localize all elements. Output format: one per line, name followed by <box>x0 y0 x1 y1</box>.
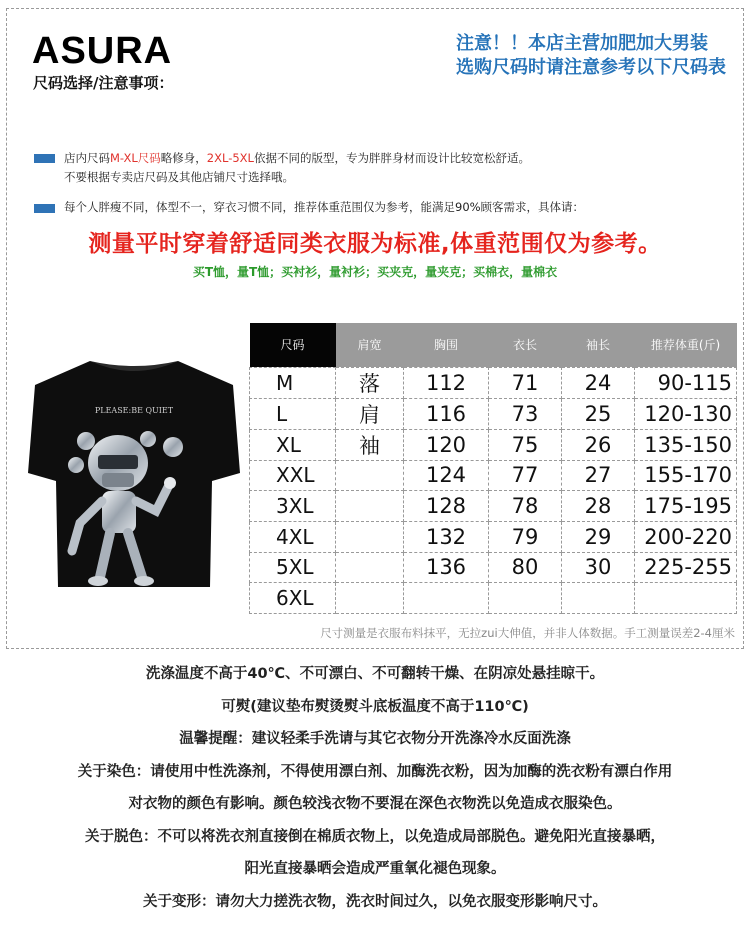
cell-size: 3XL <box>250 491 336 522</box>
cell-length: 77 <box>489 460 562 491</box>
size-table <box>249 323 737 614</box>
tip-1-part-b: M-XL尺码 <box>110 151 161 165</box>
table-row <box>250 367 737 398</box>
cell-sleeve: 28 <box>562 491 635 522</box>
tip-1 <box>64 150 530 167</box>
brand-logo: ASURA <box>32 30 173 72</box>
cell-chest <box>404 583 489 614</box>
header-sleeve: 袖长 <box>562 323 635 367</box>
header-size: 尺码 <box>250 323 336 367</box>
care-line: 温馨提醒：建议轻柔手洗请与其它衣物分开洗涤冷水反面洗涤 <box>179 731 571 747</box>
tip-1-part-c: 略修身， <box>160 151 207 165</box>
cell-shoulder <box>336 552 404 583</box>
cell-length <box>489 583 562 614</box>
cell-sleeve: 25 <box>562 398 635 429</box>
cell-size: M <box>250 367 336 398</box>
cell-length: 71 <box>489 367 562 398</box>
cell-sleeve: 24 <box>562 367 635 398</box>
cell-shoulder <box>336 583 404 614</box>
tip-1-line-2: 不要根据专卖店尺码及其他店铺尺寸选择哦。 <box>64 170 294 184</box>
cell-chest: 112 <box>404 367 489 398</box>
table-row <box>250 491 737 522</box>
cell-shoulder: 落 <box>336 367 404 398</box>
cell-sleeve: 30 <box>562 552 635 583</box>
cell-length: 75 <box>489 429 562 460</box>
care-line: 关于染色：请使用中性洗涤剂，不得使用漂白剂、加酶洗衣粉，因为加酶的洗衣粉有漂白作用 <box>77 763 673 780</box>
care-line: 洗涤温度不高于40℃、不可漂白、不可翻转干燥、在阴凉处悬挂晾干。 <box>145 666 605 682</box>
cell-size: L <box>250 398 336 429</box>
care-line: 关于变形：请勿大力搓洗衣物，洗衣时间过久，以免衣服变形影响尺寸。 <box>143 893 607 910</box>
page-subtitle: 尺码选择/注意事项： <box>33 74 174 92</box>
cell-shoulder <box>336 491 404 522</box>
table-row <box>250 429 737 460</box>
cell-sleeve: 29 <box>562 521 635 552</box>
cell-weight: 200-220 <box>635 521 737 552</box>
cell-sleeve: 27 <box>562 460 635 491</box>
table-row <box>250 460 737 491</box>
cell-weight: 90-115 <box>635 367 737 398</box>
care-line: 对衣物的颜色有影响。颜色较浅衣物不要混在深色衣物洗以免造成衣服染色。 <box>128 796 622 812</box>
care-line: 可熨(建议垫布熨烫熨斗底板温度不高于110℃) <box>221 698 529 715</box>
cell-chest: 136 <box>404 552 489 583</box>
table-header-row <box>250 323 737 367</box>
emphasis-note: 测量平时穿着舒适同类衣服为标准,体重范围仅为参考。 <box>88 231 662 257</box>
header-chest: 胸围 <box>404 323 489 367</box>
cell-weight: 135-150 <box>635 429 737 460</box>
cell-size: XXL <box>250 460 336 491</box>
tip-1-part-a: 店内尺码 <box>64 151 110 165</box>
table-row <box>250 521 737 552</box>
tip-1-part-e: 依据不同的版型，专为胖胖身材而设计比较宽松舒适。 <box>253 151 530 165</box>
tip-1-part-d: 2XL-5XL <box>206 151 254 165</box>
notice-block <box>456 32 726 80</box>
cell-chest: 124 <box>404 460 489 491</box>
care-line: 阳光直接暴晒会造成严重氧化褪色现象。 <box>244 861 506 877</box>
cell-length: 80 <box>489 552 562 583</box>
care-line: 关于脱色：不可以将洗衣剂直接倒在棉质衣物上，以免造成局部脱色。避免阳光直接暴晒， <box>85 828 665 845</box>
header-shoulder: 肩宽 <box>336 323 404 367</box>
cell-sleeve: 26 <box>562 429 635 460</box>
table-row <box>250 552 737 583</box>
cell-weight: 120-130 <box>635 398 737 429</box>
cell-size: 4XL <box>250 521 336 552</box>
cell-chest: 132 <box>404 521 489 552</box>
table-row <box>250 583 737 614</box>
tip-marker <box>34 204 55 213</box>
cell-length: 73 <box>489 398 562 429</box>
cell-weight: 155-170 <box>635 460 737 491</box>
cell-chest: 116 <box>404 398 489 429</box>
cell-size: XL <box>250 429 336 460</box>
header-weight: 推荐体重(斤) <box>635 323 737 367</box>
tip-2: 每个人胖瘦不同，体型不一，穿衣习惯不同，推荐体重范围仅为参考，能满足90%顾客需求，具体请： <box>64 200 585 214</box>
care-instructions <box>0 664 750 924</box>
measure-note: 尺寸测量是衣服布料抹平，无拉zui大伸值，并非人体数据。手工测量误差2-4厘米 <box>320 626 735 640</box>
shirt-print-text: PLEASE:BE QUIET <box>94 406 174 415</box>
notice-line-2: 选购尺码时请注意参考以下尺码表 <box>456 57 726 78</box>
cell-shoulder: 袖 <box>336 429 404 460</box>
cell-length: 78 <box>489 491 562 522</box>
cell-size: 5XL <box>250 552 336 583</box>
tshirt-robot-print-icon <box>28 355 240 590</box>
cell-chest: 128 <box>404 491 489 522</box>
cell-weight: 225-255 <box>635 552 737 583</box>
cell-sleeve <box>562 583 635 614</box>
cell-shoulder <box>336 460 404 491</box>
cell-weight <box>635 583 737 614</box>
cell-chest: 120 <box>404 429 489 460</box>
measure-hint: 买T恤，量T恤；买衬衫，量衬衫；买夹克，量夹克；买棉衣，量棉衣 <box>192 265 558 279</box>
header-length: 衣长 <box>489 323 562 367</box>
cell-shoulder <box>336 521 404 552</box>
tip-marker <box>34 154 55 163</box>
cell-shoulder: 肩 <box>336 398 404 429</box>
cell-weight: 175-195 <box>635 491 737 522</box>
table-row <box>250 398 737 429</box>
cell-length: 79 <box>489 521 562 552</box>
cell-size: 6XL <box>250 583 336 614</box>
notice-line-1: 注意！！本店主营加肥加大男装 <box>456 33 708 54</box>
